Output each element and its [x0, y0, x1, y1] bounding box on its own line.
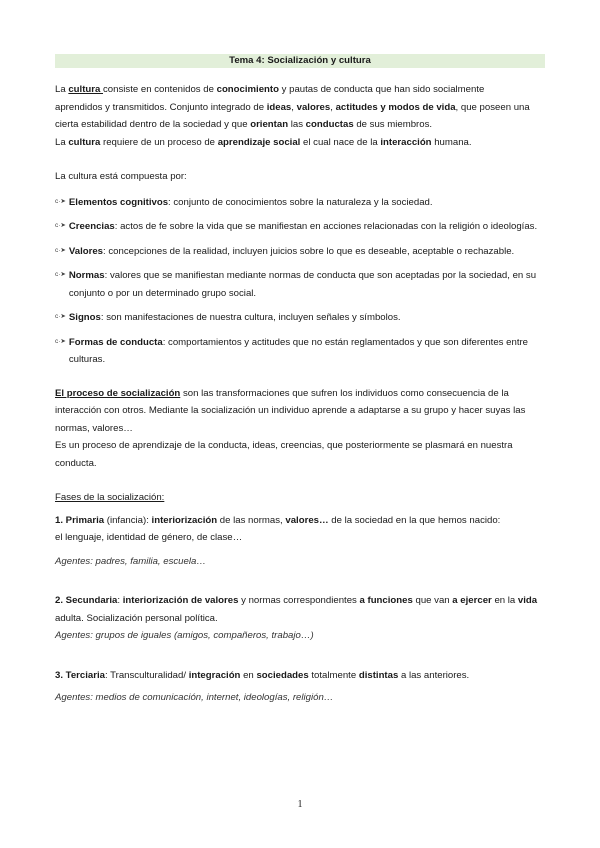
components-list — [55, 194, 545, 369]
composition-intro: La cultura está compuesta por: — [55, 171, 187, 182]
agents-primary: Agentes: padres, familia, escuela… — [55, 555, 206, 567]
list-item: c·➤ Creencias: actos de fe sobre la vida que se manifiestan en acciones relacionadas con la religión o ideologías. — [55, 218, 545, 236]
socialization-paragraph — [55, 385, 545, 473]
phases-heading: Fases de la socialización: — [55, 492, 165, 503]
list-item: c·➤ Signos: son manifestaciones de nuestra cultura, incluyen señales y símbolos. — [55, 309, 545, 327]
intro-line-1: La cultura consiste en contenidos de conocimiento y pautas de conducta que han sido socialmente — [55, 84, 485, 95]
page-number: 1 — [297, 799, 303, 810]
arrow-bullet-icon: c·➤ — [55, 197, 66, 205]
list-item: c·➤ Elementos cognitivos: conjunto de conocimientos sobre la naturaleza y la sociedad. — [55, 194, 545, 212]
document-page — [55, 54, 545, 707]
document-title: Tema 4: Socialización y cultura — [55, 54, 545, 68]
arrow-bullet-icon: c·➤ — [55, 222, 66, 229]
arrow-bullet-icon: c·➤ — [55, 271, 66, 278]
phase-primary: 1. Primaria (infancia): interiorización de las normas, valores… de la sociedad en la que hemos nacido: el lenguaje, identidad de género, de clase… Agentes: padres, familia, escuela… — [55, 512, 545, 571]
list-item: c·➤ Formas de conducta: comportamientos y actitudes que no están reglamentados y que son diferentes entre culturas. — [55, 334, 545, 369]
agents-tertiary: Agentes: medios de comunicación, internet, ideologías, religión… — [55, 692, 334, 703]
intro-line-4: La cultura requiere de un proceso de aprendizaje social el cual nace de la interacción humana. — [55, 136, 472, 148]
phase-tertiary: 3. Terciaria: Transculturalidad/ integración en sociedades totalmente distintas a las anteriores. Agentes: medios de comunicación, internet, ideologías, religión… — [55, 667, 545, 707]
intro-line-2: aprendidos y transmitidos. Conjunto integrado de ideas, valores, actitudes y modos de vida, que poseen una — [55, 101, 530, 113]
phase-secondary: 2. Secundaria: interiorización de valores y normas correspondientes a funciones que van a ejercer en la vida adulta. Socialización personal política. Agentes: grupos de iguales (amigos, compañeros, trabajo…) — [55, 592, 545, 645]
arrow-bullet-icon: c·➤ — [55, 337, 66, 345]
intro-line-3: cierta estabilidad dentro de la sociedad y que orientan las conductas de sus miembros. — [55, 119, 433, 130]
socialization-heading: El proceso de socialización — [55, 387, 181, 399]
intro-paragraph — [55, 81, 545, 151]
agents-secondary: Agentes: grupos de iguales (amigos, compañeros, trabajo…) — [55, 630, 314, 641]
arrow-bullet-icon: c·➤ — [55, 246, 66, 254]
list-item: c·➤ Normas: valores que se manifiestan mediante normas de conducta que son aceptadas por la sociedad, en su conjunto o por un determinado grupo social. — [55, 267, 545, 302]
arrow-bullet-icon: c·➤ — [55, 313, 66, 320]
socialization-p1: El proceso de socialización son las transformaciones que sufren los individuos como consecuencia de la interacción con otros. Mediante la socialización un individuo aprende a adaptarse a su grupo y hacer suyas las normas, valores… — [55, 387, 526, 434]
list-item: c·➤ Valores: concepciones de la realidad, incluyen juicios sobre lo que es deseable, aceptable o rechazable. — [55, 243, 545, 261]
socialization-p2: Es un proceso de aprendizaje de la conducta, ideas, creencias, que posteriormente se plasmará en nuestra conducta. — [55, 440, 513, 469]
